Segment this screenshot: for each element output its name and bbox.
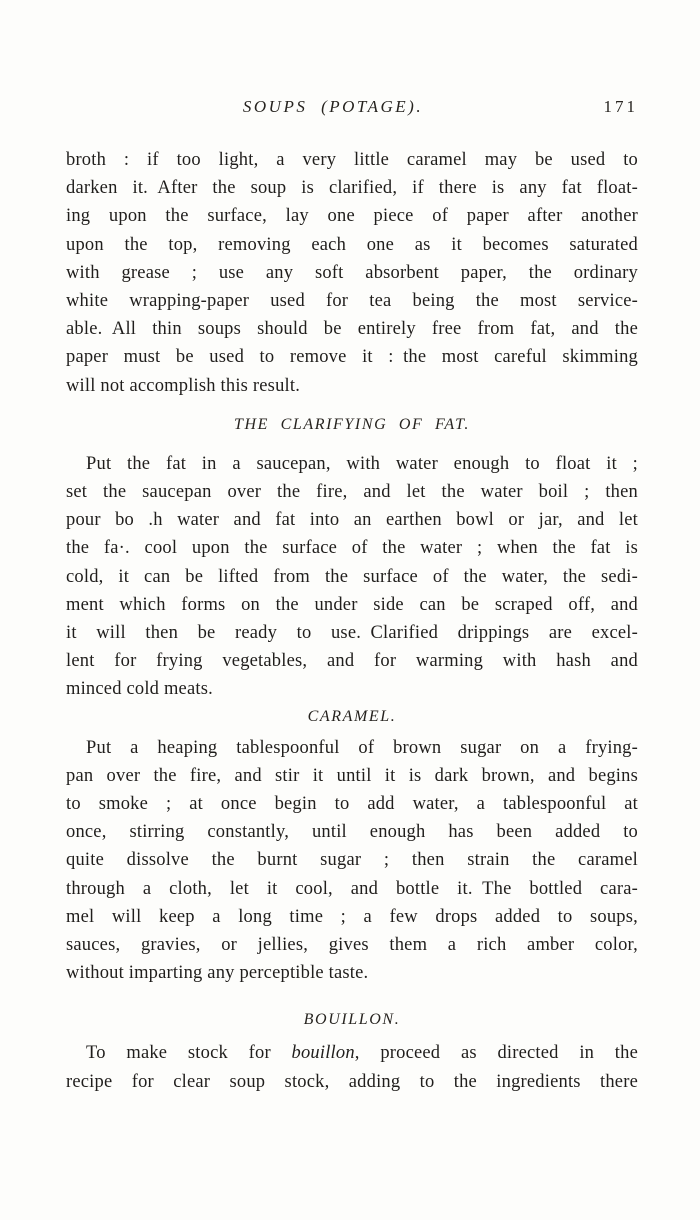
- text-line: recipe for clear soup stock, adding to the ingredients there: [66, 1071, 638, 1092]
- paragraph-clarifying-of-fat: [66, 450, 638, 704]
- text-line: upon the top, removing each one as it becomes saturated: [66, 234, 638, 255]
- section-heading-bouillon: BOUILLON.: [303, 1011, 401, 1029]
- page-body: [66, 146, 638, 1096]
- text-line: through a cloth, let it cool, and bottle it. The bottled cara-: [66, 878, 638, 899]
- text-line: pour bo .h water and fat into an earthen bowl or jar, and let: [66, 510, 638, 531]
- text-line: mel will keep a long time ; a few drops added to soups,: [66, 906, 638, 927]
- text-line: to smoke ; at once begin to add water, a tablespoonful at: [66, 794, 638, 815]
- page-header: [66, 97, 640, 123]
- text-line: [66, 1039, 638, 1067]
- text-line: sauces, gravies, or jellies, gives them a rich amber color,: [66, 935, 638, 956]
- text-line: ing upon the surface, lay one piece of paper after another: [66, 206, 638, 227]
- text-line: it will then be ready to use. Clarified drippings are excel-: [66, 623, 638, 644]
- text-line: with grease ; use any soft absorbent paper, the ordinary: [66, 262, 638, 283]
- text-line: lent for frying vegetables, and for warming with hash and: [66, 651, 638, 672]
- text-line: the fa·. cool upon the surface of the water ; when the fat is: [66, 538, 638, 559]
- italic-term-bouillon: bouillon: [291, 1043, 355, 1064]
- text-line: quite dissolve the burnt sugar ; then strain the caramel: [66, 850, 638, 871]
- text-line: able. All thin soups should be entirely free from fat, and the: [66, 319, 638, 340]
- paragraph-caramel: [66, 734, 638, 988]
- running-head-title: SOUPS (POTAGE).: [242, 97, 424, 116]
- text-run: , proceed as directed in the: [354, 1043, 638, 1064]
- text-line: ment which forms on the under side can be scraped off, and: [66, 594, 638, 615]
- text-run: To make stock for: [86, 1043, 292, 1064]
- text-line: will not accomplish this result.: [66, 375, 301, 396]
- paragraph-bouillon: [66, 1039, 638, 1095]
- text-line: pan over the fire, and stir it until it is dark brown, and begins: [66, 765, 638, 786]
- section-heading-caramel: CARAMEL.: [307, 707, 397, 725]
- text-line: darken it. After the soup is clarified, if there is any fat float-: [66, 178, 638, 199]
- page-number: 171: [603, 97, 638, 116]
- text-line: once, stirring constantly, until enough has been added to: [66, 822, 638, 843]
- text-line: cold, it can be lifted from the surface of the water, the sedi-: [66, 566, 638, 587]
- text-line: broth : if too light, a very little caramel may be used to: [66, 150, 638, 170]
- text-line: white wrapping-paper used for tea being the most service-: [66, 291, 638, 312]
- text-line: Put a heaping tablespoonful of brown sugar on a frying-: [86, 737, 638, 758]
- section-heading-clarifying-of-fat: THE CLARIFYING OF FAT.: [233, 415, 471, 433]
- text-line: without imparting any perceptible taste.: [66, 963, 369, 984]
- text-line: Put the fat in a saucepan, with water enough to float it ;: [86, 453, 638, 474]
- text-line: minced cold meats.: [66, 679, 213, 700]
- paragraph-broth-continuation: [66, 146, 638, 400]
- text-line: set the saucepan over the fire, and let the water boil ; then: [66, 482, 638, 503]
- text-line: paper must be used to remove it : the most careful skimming: [66, 347, 638, 368]
